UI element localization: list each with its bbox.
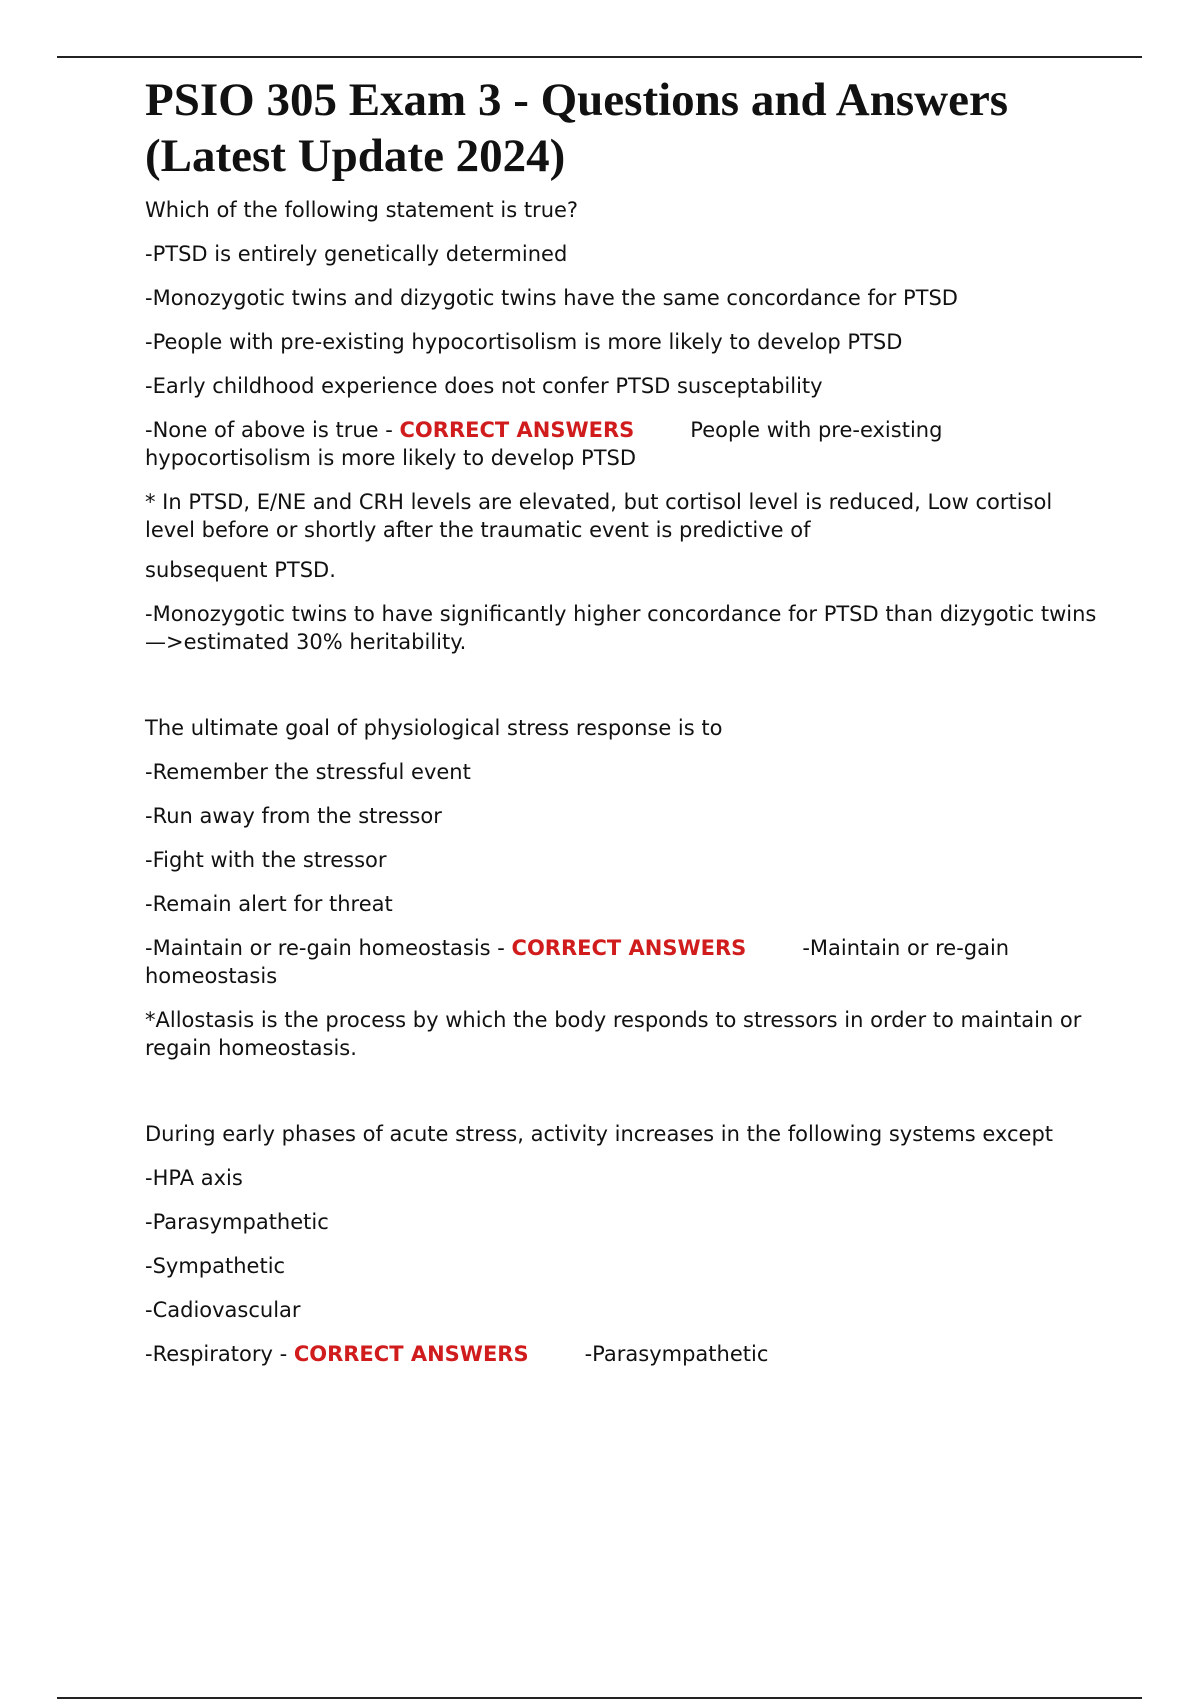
answer-text: -Maintain or re-gain homeostasis [145,936,1010,988]
answer-text: -Parasympathetic [584,1342,769,1366]
last-option: -Respiratory - [145,1342,294,1366]
page-title: PSIO 305 Exam 3 - Questions and Answers (Latest Update 2024) [145,74,1009,182]
answer-text: People with pre-existing hypocortisolism is more likely to develop PTSD [145,418,943,470]
question-prompt: During early phases of acute stress, activity increases in the following systems except [145,1122,1054,1146]
bottom-rule [57,1697,1142,1699]
explanation-note: * In PTSD, E/NE and CRH levels are elevated, but cortisol level is reduced, Low cortisol level before or shortly after the traumatic event is predictive of [145,490,1053,542]
question-3 [145,1120,1100,1368]
option: -Monozygotic twins and dizygotic twins have the same concordance for PTSD [145,286,958,310]
last-option: -None of above is true - [145,418,400,442]
last-option: -Maintain or re-gain homeostasis - [145,936,512,960]
option: -Fight with the stressor [145,848,387,872]
correct-answers-label: CORRECT ANSWERS [293,1342,529,1366]
correct-answers-label: CORRECT ANSWERS [511,936,747,960]
question-1 [145,196,1100,656]
explanation-note: *Allostasis is the process by which the body responds to stressors in order to maintain or regain homeostasis. [145,1008,1082,1060]
top-rule [57,56,1142,58]
option: -Parasympathetic [145,1210,329,1234]
option: -Cadiovascular [145,1298,301,1322]
option: -Run away from the stressor [145,804,442,828]
answer-line [145,934,1100,990]
option: -Early childhood experience does not confer PTSD susceptability [145,374,823,398]
option: -Remain alert for threat [145,892,393,916]
option: -Remember the stressful event [145,760,471,784]
question-prompt: Which of the following statement is true? [145,198,579,222]
answer-line [145,1340,1100,1368]
answer-line [145,416,1100,472]
explanation-note: -Monozygotic twins to have significantly higher concordance for PTSD than dizygotic twins—>estimated 30% heritability. [145,602,1097,654]
option: -Sympathetic [145,1254,286,1278]
option: -People with pre-existing hypocortisolism is more likely to develop PTSD [145,330,903,354]
question-prompt: The ultimate goal of physiological stress response is to [145,716,723,740]
option: -HPA axis [145,1166,243,1190]
correct-answers-label: CORRECT ANSWERS [399,418,635,442]
explanation-note: subsequent PTSD. [145,558,336,582]
document-body [145,72,1100,1384]
question-2 [145,714,1100,1062]
option: -PTSD is entirely genetically determined [145,242,568,266]
